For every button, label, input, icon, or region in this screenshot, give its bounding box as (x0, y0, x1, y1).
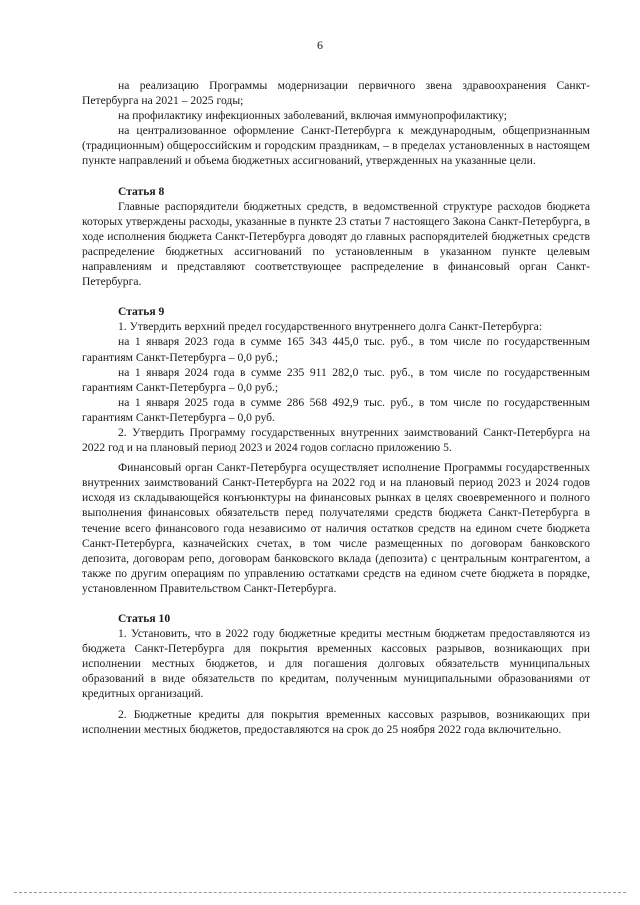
footer-divider (14, 892, 626, 894)
article-10-heading: Статья 10 (118, 612, 171, 625)
intro-paragraph-3: на централизованное оформление Санкт-Петербурга к международным, общепризнанным (традиционным) общероссийским и городским праздникам, – в пределах установленных в настоящем пункте направлений и объема бюджетных ассигнований, утвержденных на указанные цели. (82, 124, 590, 168)
article-10-paragraph-2: 2. Бюджетные кредиты для покрытия временных кассовых разрывов, возникающих при исполнении местных бюджетов, предоставляются на срок до 25 ноября 2022 года включительно. (82, 707, 590, 736)
article-9-paragraph-6: Финансовый орган Санкт-Петербурга осуществляет исполнение Программы государственных внутренних заимствований Санкт-Петербурга на 2022 год и на плановый период 2023 и 2024 годов исходя из складывающейся конъюнктуры на финансовых рынках в целях своевременного и полного выполнения финансовых обязательств перед получателями средств бюджета Санкт-Петербурга в течение всего финансового года независимо от наличия остатков средств на едином счете бюджета Санкт-Петербурга, казначейских счетах, в том числе размещенных по договорам банковского депозита, договорам репо, договорам банковского вклада (депозита) с центральным контрагентом, а также по другим операциям по управлению остатками средств на едином счете бюджета в порядке, установленном Правительством Санкт-Петербурга. (82, 461, 590, 595)
document-body (82, 78, 590, 737)
article-9-paragraph-5: 2. Утвердить Программу государственных внутренних заимствований Санкт-Петербурга на 2022 год и на плановый период 2023 и 2024 годов согласно приложению 5. (82, 425, 590, 455)
article-9-paragraph-1: 1. Утвердить верхний предел государственного внутреннего долга Санкт-Петербурга: (118, 320, 543, 334)
intro-paragraph-2: на профилактику инфекционных заболеваний, включая иммунопрофилактику; (118, 109, 508, 123)
article-9-heading: Статья 9 (118, 305, 165, 319)
intro-paragraph-1: на реализацию Программы модернизации первичного звена здравоохранения Санкт-Петербурга на 2021 – 2025 годы; (82, 79, 590, 108)
article-8-paragraph-1: Главные распорядители бюджетных средств, в ведомственной структуре расходов бюджета которых утверждены расходы, указанные в пункте 23 статьи 7 настоящего Закона Санкт-Петербурга, в ходе исполнения бюджета Санкт-Петербурга доводят до главных распорядителей бюджетных средств распределение бюджетных ассигнований по установленным в указанном пункте целевым направлениям и представляют соответствующее распределение в финансовый орган Санкт-Петербурга. (82, 199, 590, 289)
article-9-paragraph-3: на 1 января 2024 года в сумме 235 911 282,0 тыс. руб., в том числе по государственным гарантиям Санкт-Петербурга – 0,0 руб.; (82, 365, 590, 394)
article-8-heading: Статья 8 (118, 184, 165, 198)
article-9-paragraph-4: на 1 января 2025 года в сумме 286 568 492,9 тыс. руб., в том числе по государственным гарантиям Санкт-Петербурга – 0,0 руб. (82, 395, 590, 424)
article-10-paragraph-1: 1. Установить, что в 2022 году бюджетные кредиты местным бюджетам предоставляются из бюджета Санкт-Петербурга для покрытия временных кассовых разрывов, возникающих при исполнении местных бюджетов, и для погашения долговых обязательств муниципальных образований в виде обязательств по кредитам, полученным муниципальными образованиями от кредитных организаций. (82, 627, 590, 701)
page-number: 6 (317, 38, 323, 52)
article-9-paragraph-2: на 1 января 2023 года в сумме 165 343 445,0 тыс. руб., в том числе по государственным гарантиям Санкт-Петербурга – 0,0 руб.; (82, 335, 590, 364)
